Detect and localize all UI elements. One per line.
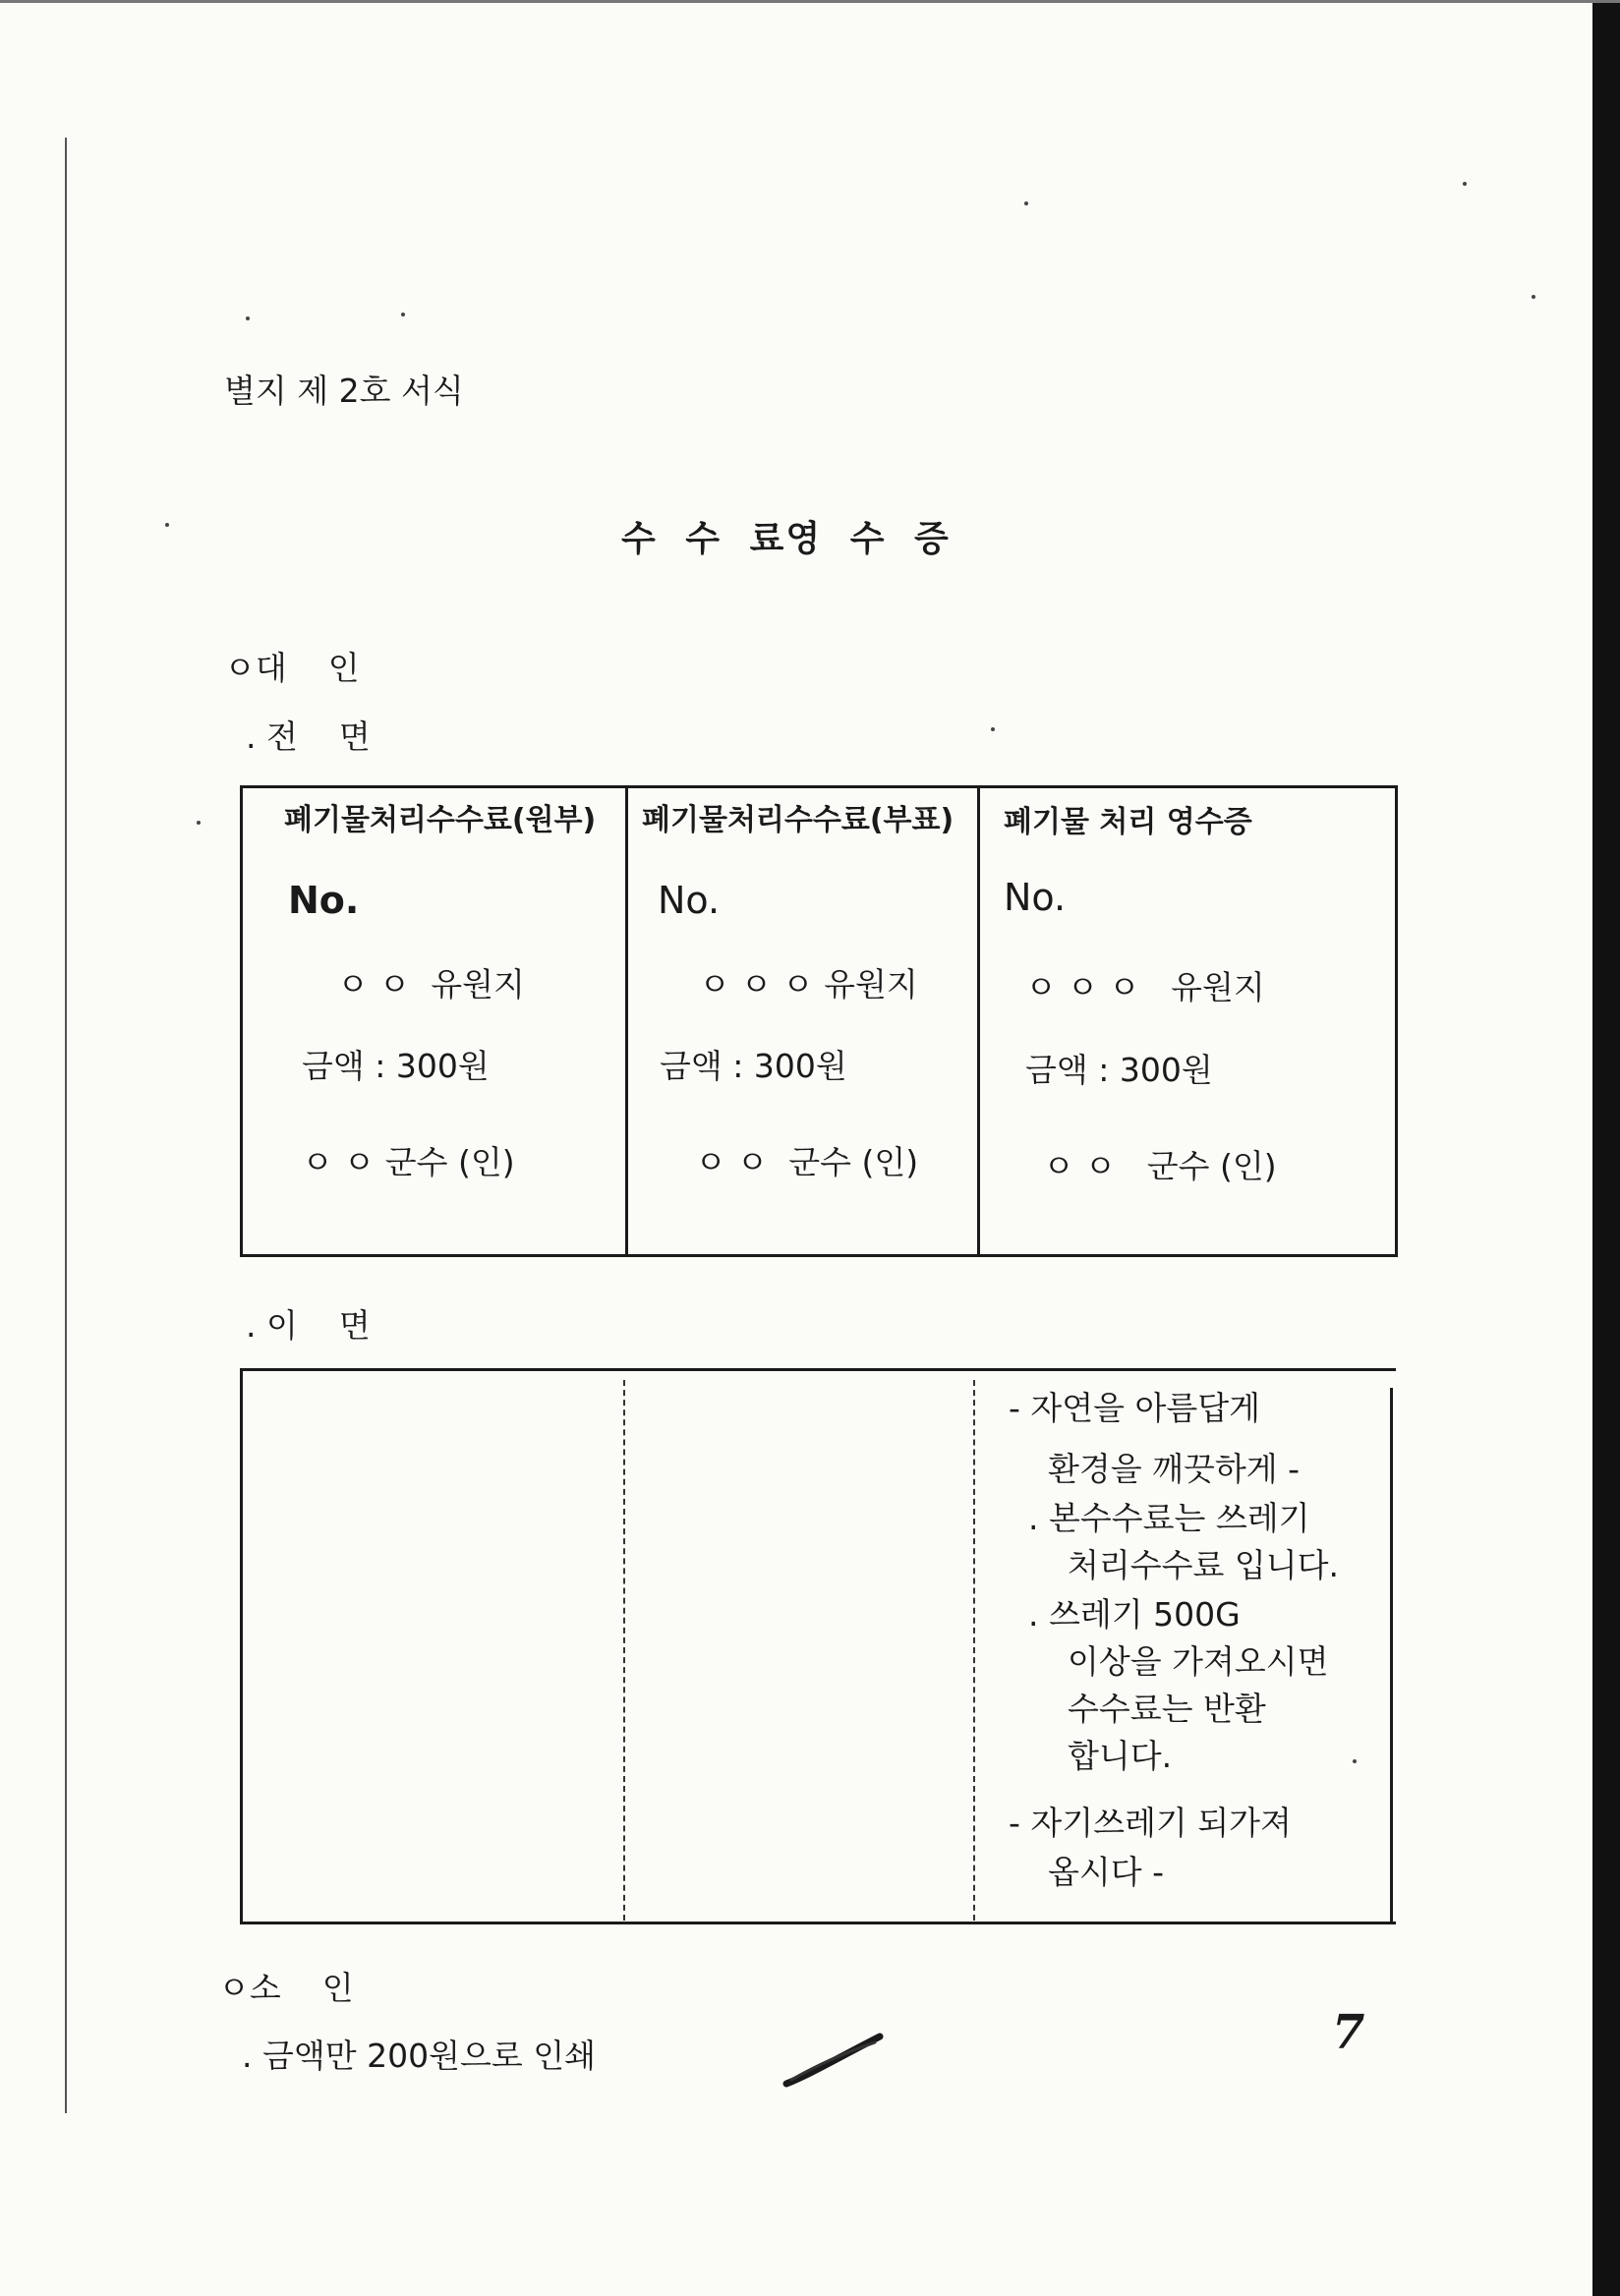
card-header: 폐기물처리수수료(원부) — [284, 803, 597, 837]
front-card-original — [243, 788, 625, 1254]
card-issuer: ㅇ ㅇ 군수 (인) — [695, 1143, 919, 1181]
scan-speck — [1463, 182, 1467, 186]
back-perforation-1 — [623, 1380, 625, 1921]
notice-line: 합니다. — [1068, 1737, 1173, 1775]
front-side-table — [240, 785, 1398, 1257]
card-number-label: No. — [1004, 876, 1067, 919]
ink-mark-icon — [781, 2025, 890, 2094]
notice-line: 수수료는 반환 — [1068, 1690, 1266, 1728]
card-origin: ㅇ ㅇ ㅇ 유원지 — [1025, 968, 1265, 1006]
card-amount: 금액 : 300원 — [1025, 1051, 1213, 1089]
notice-line: 환경을 깨끗하게 - — [1048, 1450, 1301, 1488]
card-issuer: ㅇ ㅇ 군수 (인) — [1043, 1147, 1277, 1185]
right-scan-edge — [1592, 0, 1620, 2296]
card-origin: ㅇ ㅇ 유원지 — [337, 965, 525, 1004]
card-number-label: No. — [288, 879, 360, 922]
back-perforation-2 — [973, 1380, 975, 1921]
back-bottom-rule — [240, 1922, 1396, 1924]
scan-speck — [197, 821, 201, 825]
back-right-rule — [1390, 1388, 1393, 1924]
section-large-heading: ㅇ대 인 — [224, 649, 360, 687]
notice-line: 옵시다 - — [1048, 1853, 1165, 1891]
scan-speck — [165, 523, 169, 527]
card-number-label: No. — [658, 879, 721, 922]
section-small-heading: ㅇ소 인 — [218, 1969, 354, 2007]
back-top-rule — [240, 1368, 1396, 1371]
back-side-table — [240, 1368, 1396, 1936]
top-scan-edge — [0, 0, 1620, 3]
back-side-label: . 이 면 — [246, 1306, 371, 1345]
scan-speck — [401, 313, 405, 316]
scan-speck — [1024, 201, 1028, 205]
scan-speck — [1353, 1759, 1357, 1763]
document-title: 수 수 료영 수 증 — [621, 519, 951, 559]
front-card-stub — [628, 788, 977, 1254]
scan-speck — [991, 727, 995, 731]
card-amount: 금액 : 300원 — [302, 1047, 490, 1085]
front-card-receipt — [980, 788, 1395, 1254]
notice-line: - 자연을 아름답게 — [1009, 1389, 1261, 1427]
card-origin: ㅇ ㅇ ㅇ 유원지 — [699, 965, 918, 1004]
card-header: 폐기물처리수수료(부표) — [642, 803, 955, 837]
notice-line: . 본수수료는 쓰레기 — [1028, 1499, 1310, 1537]
notice-line: . 쓰레기 500G — [1028, 1595, 1241, 1634]
notice-line: 처리수수료 입니다. — [1068, 1546, 1340, 1584]
front-side-label: . 전 면 — [246, 718, 371, 756]
back-left-rule — [240, 1368, 243, 1924]
small-printing-note: . 금액만 200원으로 인쇄 — [242, 2037, 596, 2075]
page-number: 7 — [1332, 2005, 1365, 2060]
scan-speck — [1532, 295, 1535, 299]
card-header: 폐기물 처리 영수증 — [1004, 805, 1252, 839]
notice-line: 이상을 가져오시면 — [1068, 1642, 1329, 1681]
form-label: 별지 제 2호 서식 — [224, 372, 464, 410]
card-issuer: ㅇ ㅇ 군수 (인) — [302, 1143, 515, 1181]
scan-speck — [246, 316, 250, 320]
card-amount: 금액 : 300원 — [660, 1047, 847, 1085]
left-margin-rule — [65, 138, 67, 2113]
notice-line: - 자기쓰레기 되가져 — [1009, 1804, 1292, 1842]
